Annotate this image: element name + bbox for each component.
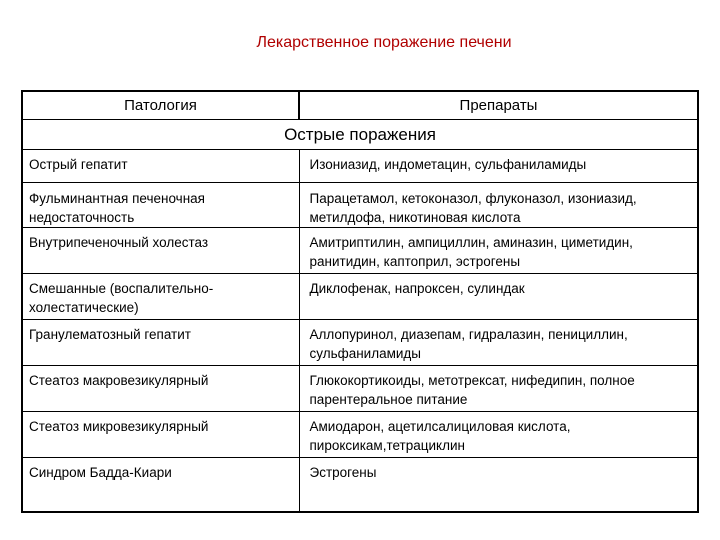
drugs-cell: Глюкокортикоиды, метотрексат, нифедипин, полное парентеральное питание bbox=[299, 366, 698, 412]
pathology-cell: Фульминантная печеночная недостаточность bbox=[22, 183, 299, 228]
pathology-cell: Стеатоз микровезикулярный bbox=[22, 412, 299, 458]
section-acute-lesions: Острые поражения bbox=[22, 120, 698, 150]
drugs-cell: Парацетамол, кетоконазол, флуконазол, изониазид, метилдофа, никотиновая кислота bbox=[299, 183, 698, 228]
pathology-cell: Гранулематозный гепатит bbox=[22, 320, 299, 366]
table-row bbox=[22, 228, 698, 274]
table-row bbox=[22, 320, 698, 366]
drug-liver-injury-table bbox=[21, 90, 699, 513]
pathology-cell: Внутрипеченочный холестаз bbox=[22, 228, 299, 274]
table-row bbox=[22, 183, 698, 228]
table-row bbox=[22, 366, 698, 412]
pathology-cell: Смешанные (воспалительно-холестатические) bbox=[22, 274, 299, 320]
table-row bbox=[22, 150, 698, 183]
page-title: Лекарственное поражение печени bbox=[256, 34, 512, 51]
drugs-cell: Амитриптилин, ампициллин, аминазин, циметидин, ранитидин, каптоприл, эстрогены bbox=[299, 228, 698, 274]
drugs-cell: Аллопуринол, диазепам, гидралазин, пенициллин, сульфаниламиды bbox=[299, 320, 698, 366]
section-row bbox=[22, 120, 698, 150]
pathology-cell: Стеатоз макровезикулярный bbox=[22, 366, 299, 412]
table-row bbox=[22, 458, 698, 513]
header-pathology: Патология bbox=[22, 91, 299, 120]
drugs-cell: Диклофенак, напроксен, сулиндак bbox=[299, 274, 698, 320]
table-row bbox=[22, 412, 698, 458]
pathology-cell: Синдром Бадда-Киари bbox=[22, 458, 299, 513]
drugs-cell: Эстрогены bbox=[299, 458, 698, 513]
table-header-row bbox=[22, 91, 698, 120]
header-drugs: Препараты bbox=[299, 91, 698, 120]
pathology-cell: Острый гепатит bbox=[22, 150, 299, 183]
table-row bbox=[22, 274, 698, 320]
drugs-cell: Изониазид, индометацин, сульфаниламиды bbox=[299, 150, 698, 183]
drugs-cell: Амиодарон, ацетилсалициловая кислота, пироксикам,тетрациклин bbox=[299, 412, 698, 458]
